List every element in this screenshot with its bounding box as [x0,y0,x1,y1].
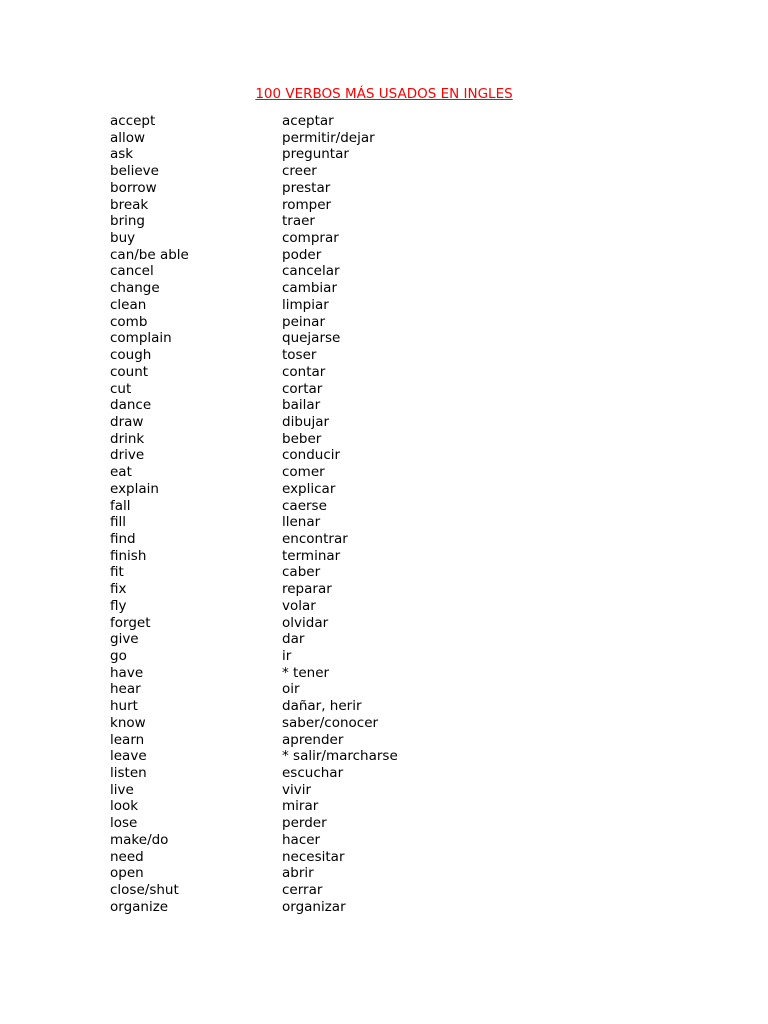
spanish-translation: cortar [282,380,323,397]
spanish-translation: comprar [282,230,339,247]
english-verb: eat [110,464,132,481]
verb-row [110,849,530,866]
spanish-translation: hacer [282,831,321,848]
english-verb: leave [110,748,147,765]
verb-row [110,648,530,665]
verb-row [110,130,530,147]
spanish-translation: creer [282,163,317,180]
spanish-translation: prestar [282,179,331,196]
spanish-translation: oir [282,681,300,698]
verb-row [110,364,530,381]
english-verb: borrow [110,179,157,196]
spanish-translation: peinar [282,313,326,330]
spanish-translation: romper [282,196,332,213]
spanish-translation: cancelar [282,263,340,280]
verb-row [110,230,530,247]
verb-row [110,163,530,180]
english-verb: fill [110,514,127,531]
english-verb: draw [110,413,144,430]
verb-row [110,564,530,581]
english-verb: complain [110,330,172,347]
english-verb: close/shut [110,882,179,899]
spanish-translation: cambiar [282,280,337,297]
verb-row [110,882,530,899]
spanish-translation: necesitar [282,848,345,865]
spanish-translation: olvidar [282,614,329,631]
english-verb: learn [110,731,145,748]
verb-row [110,514,530,531]
english-verb: live [110,781,134,798]
verb-row [110,715,530,732]
english-verb: fall [110,497,131,514]
spanish-translation: contar [282,363,326,380]
verb-row [110,180,530,197]
verb-row [110,548,530,565]
spanish-translation: saber/conocer [282,714,379,731]
english-verb: accept [110,113,156,129]
english-verb: fix [110,581,127,598]
spanish-translation: aceptar [282,113,334,129]
verb-row [110,598,530,615]
spanish-translation: beber [282,430,322,447]
verb-row [110,798,530,815]
english-verb: cut [110,380,132,397]
verb-row [110,447,530,464]
english-verb: make/do [110,831,169,848]
verb-row [110,481,530,498]
spanish-translation: escuchar [282,765,344,782]
spanish-translation: perder [282,815,327,832]
english-verb: bring [110,213,145,230]
spanish-translation: caber [282,564,321,581]
spanish-translation: permitir/dejar [282,129,375,146]
english-verb: fit [110,564,124,581]
spanish-translation: quejarse [282,330,341,347]
verb-row [110,615,530,632]
english-verb: change [110,280,160,297]
spanish-translation: vivir [282,781,312,798]
english-verb: finish [110,547,147,564]
english-verb: comb [110,313,148,330]
spanish-translation: traer [282,213,315,230]
english-verb: go [110,648,127,664]
english-verb: organize [110,898,169,915]
verb-row [110,865,530,882]
english-verb: break [110,196,149,213]
verb-row [110,464,530,481]
english-verb: drink [110,430,145,447]
verb-row [110,581,530,598]
verb-row [110,213,530,230]
spanish-translation: ir [282,648,292,664]
verb-row [110,832,530,849]
english-verb: know [110,714,146,731]
spanish-translation: aprender [282,731,344,748]
spanish-translation: caerse [282,497,327,514]
spanish-translation: volar [282,597,316,614]
verb-row [110,665,530,682]
verb-row [110,263,530,280]
english-verb: need [110,848,144,865]
english-verb: believe [110,163,159,180]
verb-row [110,113,530,130]
verb-row [110,732,530,749]
english-verb: cough [110,347,152,364]
english-verb: explain [110,480,159,497]
spanish-translation: organizar [282,898,346,915]
english-verb: can/be able [110,246,189,263]
spanish-translation: dañar, herir [282,698,362,715]
spanish-translation: comer [282,464,325,481]
verb-row [110,146,530,163]
verb-row [110,782,530,799]
english-verb: fly [110,597,127,614]
english-verb: cancel [110,263,154,280]
english-verb: clean [110,296,147,313]
spanish-translation: terminar [282,547,341,564]
english-verb: listen [110,765,147,782]
english-verb: dance [110,397,152,414]
spanish-translation: preguntar [282,146,349,163]
spanish-translation: * tener [282,664,330,681]
english-verb: ask [110,146,134,163]
spanish-translation: encontrar [282,530,348,547]
verb-list [110,113,530,916]
spanish-translation: llenar [282,514,321,531]
english-verb: allow [110,129,146,146]
verb-row [110,531,530,548]
verb-row [110,280,530,297]
spanish-translation: conducir [282,447,341,464]
document-title-text: 100 VERBOS MÁS USADOS EN INGLES [255,86,513,102]
verb-row [110,899,530,916]
verb-row [110,381,530,398]
spanish-translation: cerrar [282,882,323,899]
verb-row [110,431,530,448]
spanish-translation: reparar [282,581,332,598]
english-verb: hear [110,681,141,698]
spanish-translation: mirar [282,798,319,815]
verb-row [110,197,530,214]
english-verb: count [110,363,149,380]
spanish-translation: dar [282,631,305,648]
verb-row [110,297,530,314]
verb-row [110,314,530,331]
spanish-translation: * salir/marcharse [282,748,398,765]
verb-row [110,397,530,414]
verb-row [110,748,530,765]
verb-row [110,498,530,515]
english-verb: drive [110,447,145,464]
english-verb: hurt [110,698,138,715]
spanish-translation: toser [282,347,317,364]
english-verb: forget [110,614,151,631]
spanish-translation: limpiar [282,296,329,313]
spanish-translation: bailar [282,397,321,414]
verb-row [110,765,530,782]
spanish-translation: explicar [282,480,336,497]
verb-row [110,347,530,364]
spanish-translation: abrir [282,865,314,882]
english-verb: look [110,798,139,815]
english-verb: open [110,865,144,882]
english-verb: find [110,530,136,547]
spanish-translation: poder [282,246,322,263]
document-title [0,85,768,103]
english-verb: have [110,664,144,681]
verb-row [110,698,530,715]
english-verb: buy [110,230,136,247]
verb-row [110,247,530,264]
english-verb: give [110,631,139,648]
verb-row [110,330,530,347]
english-verb: lose [110,815,138,832]
verb-row [110,414,530,431]
verb-row [110,631,530,648]
verb-row [110,815,530,832]
spanish-translation: dibujar [282,413,330,430]
verb-row [110,681,530,698]
